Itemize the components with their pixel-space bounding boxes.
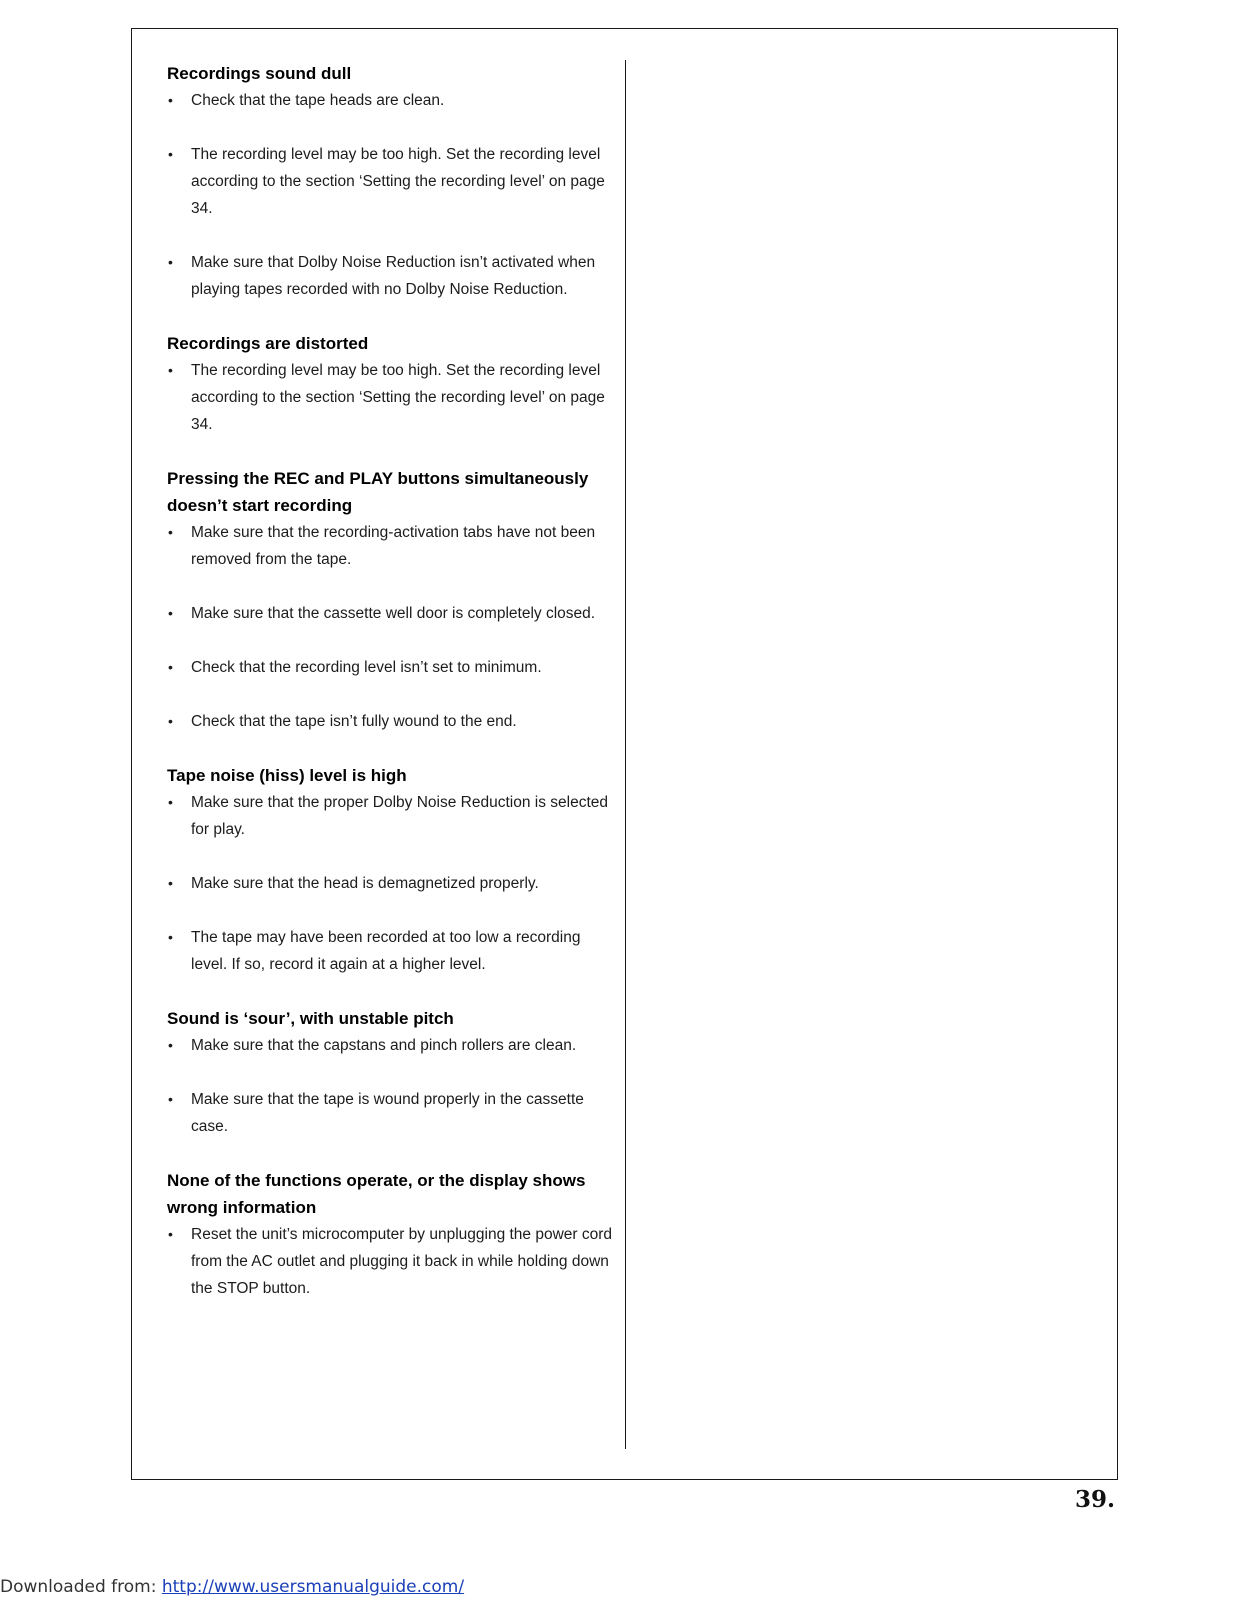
list-item: • The recording level may be too high. Set the recording level according to the section ‘Setting the recording level’ on page 34. <box>167 357 615 438</box>
download-footer <box>0 1577 464 1597</box>
bullet-list <box>167 1221 615 1302</box>
section-heading: None of the functions operate, or the display shows wrong information <box>167 1171 586 1217</box>
section-heading: Recordings are distorted <box>167 334 369 353</box>
list-item: • Reset the unit’s microcomputer by unplugging the power cord from the AC outlet and plugging it back in while holding down the STOP button. <box>167 1221 615 1302</box>
list-item: • Make sure that the head is demagnetized properly. <box>167 870 615 897</box>
list-item: • Check that the tape heads are clean. <box>167 87 615 114</box>
troubleshooting-section <box>167 1005 615 1140</box>
troubleshooting-section <box>167 1167 615 1302</box>
troubleshooting-section <box>167 330 615 438</box>
section-heading: Sound is ‘sour’, with unstable pitch <box>167 1009 454 1028</box>
list-item: • The tape may have been recorded at too low a recording level. If so, record it again at a higher level. <box>167 924 615 978</box>
page-number: 39. <box>1075 1486 1116 1513</box>
footer-link[interactable]: http://www.usersmanualguide.com/ <box>161 1577 465 1597</box>
list-item: • Make sure that the proper Dolby Noise Reduction is selected for play. <box>167 789 615 843</box>
list-item: • Make sure that the tape is wound properly in the cassette case. <box>167 1086 615 1140</box>
section-heading: Tape noise (hiss) level is high <box>167 766 407 785</box>
list-item: • Make sure that Dolby Noise Reduction isn’t activated when playing tapes recorded with no Dolby Noise Reduction. <box>167 249 615 303</box>
troubleshooting-section <box>167 465 615 735</box>
bullet-list <box>167 789 615 978</box>
list-item: • Check that the recording level isn’t set to minimum. <box>167 654 615 681</box>
column-divider <box>625 60 626 1449</box>
section-heading: Pressing the REC and PLAY buttons simultaneously doesn’t start recording <box>167 469 589 515</box>
troubleshooting-section <box>167 762 615 978</box>
troubleshooting-section <box>167 60 615 303</box>
list-item: • Make sure that the capstans and pinch rollers are clean. <box>167 1032 615 1059</box>
troubleshooting-column <box>167 60 615 1329</box>
list-item: • Check that the tape isn’t fully wound to the end. <box>167 708 615 735</box>
bullet-list <box>167 357 615 438</box>
list-item: • Make sure that the recording-activation tabs have not been removed from the tape. <box>167 519 615 573</box>
bullet-list <box>167 519 615 735</box>
bullet-list <box>167 87 615 303</box>
bullet-list <box>167 1032 615 1140</box>
list-item: • The recording level may be too high. Set the recording level according to the section ‘Setting the recording level’ on page 34. <box>167 141 615 222</box>
footer-prefix: Downloaded from: <box>0 1577 162 1597</box>
list-item: • Make sure that the cassette well door is completely closed. <box>167 600 615 627</box>
section-heading: Recordings sound dull <box>167 64 352 83</box>
